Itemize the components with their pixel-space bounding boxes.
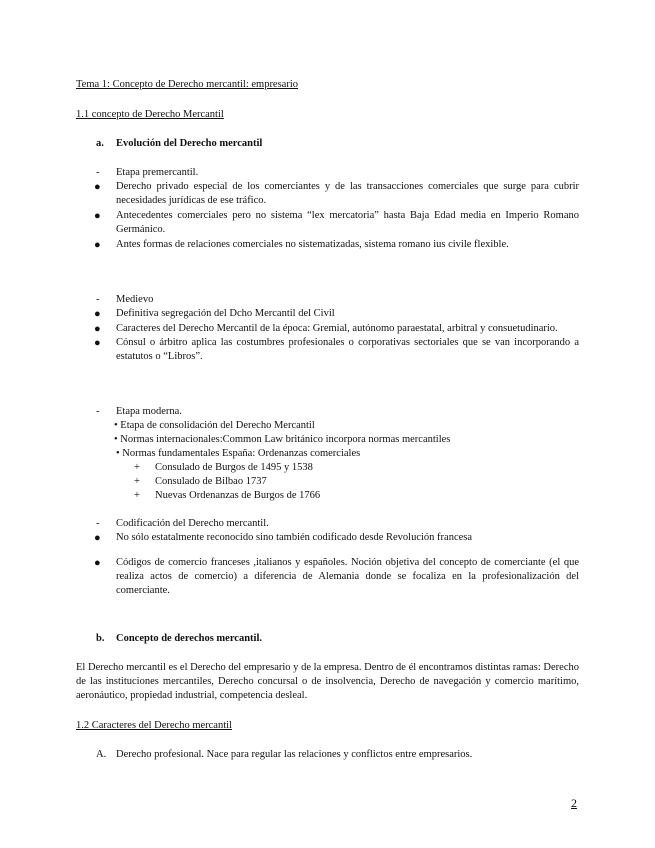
plus-marker: +: [134, 490, 140, 501]
heading-a-marker: a.: [96, 138, 104, 149]
moderna-plus-3: Nuevas Ordenanzas de Burgos de 1766: [155, 490, 321, 501]
item-A-text: Derecho profesional. Nace para regular las relaciones y conflictos entre empresarios.: [116, 749, 473, 760]
plus-marker: +: [134, 476, 140, 487]
bullet-marker: ●: [94, 532, 101, 544]
medievo-bullet-1: Definitiva segregación del Dcho Mercantil del Civil: [116, 308, 335, 319]
dash-marker: -: [96, 406, 100, 417]
bullet-marker: ●: [94, 210, 101, 222]
medievo-bullet-2: Caracteres del Derecho Mercantil de la época: Gremial, autónomo paraestatal, arbitral y consuetudinario.: [116, 323, 558, 334]
section-heading-1-2: 1.2 Caracteres del Derecho mercantil: [76, 720, 232, 731]
moderna-plus-2: Consulado de Bilbao 1737: [155, 476, 267, 487]
dash-marker: -: [96, 167, 100, 178]
moderna-item-2: • Normas internacionales:Common Law británico incorpora normas mercantiles: [114, 434, 451, 445]
section-heading-1-1: 1.1 concepto de Derecho Mercantil: [76, 109, 224, 120]
bullet-marker: ●: [94, 557, 101, 569]
medievo-bullet-3: Cónsul o árbitro aplica las costumbres profesionales o corporativas sectoriales que se van incorporando a estatutos o “Libros”.: [116, 337, 579, 362]
heading-b-marker: b.: [96, 633, 105, 644]
bullet-marker: ●: [94, 181, 101, 193]
codificacion-bullet-1: No sólo estatalmente reconocido sino también codificado desde Revolución francesa: [116, 532, 473, 543]
bullet-marker: ●: [94, 337, 101, 349]
page-number: 2: [571, 796, 577, 810]
medievo-head: Medievo: [116, 294, 154, 305]
item-A-marker: A.: [96, 749, 107, 760]
premercantil-bullet-2: Antecedentes comerciales pero no sistema “lex mercatoria” hasta Baja Edad media en Imperio Romano Germánico.: [116, 210, 579, 235]
moderna-plus-1: Consulado de Burgos de 1495 y 1538: [155, 462, 313, 473]
codificacion-bullet-2: Códigos de comercio franceses ,italianos y españoles. Noción objetiva del concepto de comerciante (el que realiza actos de comercio) a diferencia de Alemania donde se focaliza en la profesionalización del comerciante.: [116, 557, 579, 596]
premercantil-head: Etapa premercantil.: [116, 167, 199, 178]
heading-b: Concepto de derechos mercantil.: [116, 633, 263, 644]
moderna-item-3: • Normas fundamentales España: Ordenanzas comerciales: [116, 448, 361, 459]
b-paragraph: El Derecho mercantil es el Derecho del empresario y de la empresa. Dentro de él encontramos distintas ramas: Derecho de las instituciones mercantiles, Derecho concursal o de insolvencia, Derecho de navegación y comercio marítimo, aeronáutico, propiedad industrial, competencia desleal.: [76, 662, 579, 701]
document-title: Tema 1: Concepto de Derecho mercantil: empresario: [76, 79, 299, 90]
plus-marker: +: [134, 462, 140, 473]
moderna-head: Etapa moderna.: [116, 406, 182, 417]
bullet-marker: ●: [94, 308, 101, 320]
bullet-marker: ●: [94, 239, 101, 251]
dash-marker: -: [96, 518, 100, 529]
heading-a: Evolución del Derecho mercantil: [116, 138, 263, 149]
dash-marker: -: [96, 294, 100, 305]
codificacion-head: Codificación del Derecho mercantil.: [116, 518, 269, 529]
bullet-marker: ●: [94, 323, 101, 335]
moderna-item-1: • Etapa de consolidación del Derecho Mercantil: [114, 420, 315, 431]
premercantil-bullet-3: Antes formas de relaciones comerciales no sistematizadas, sistema romano ius civile flexible.: [116, 239, 509, 250]
premercantil-bullet-1: Derecho privado especial de los comerciantes y de las transacciones comerciales que surge para cubrir necesidades jurídicas de ese tráfico.: [116, 181, 579, 206]
